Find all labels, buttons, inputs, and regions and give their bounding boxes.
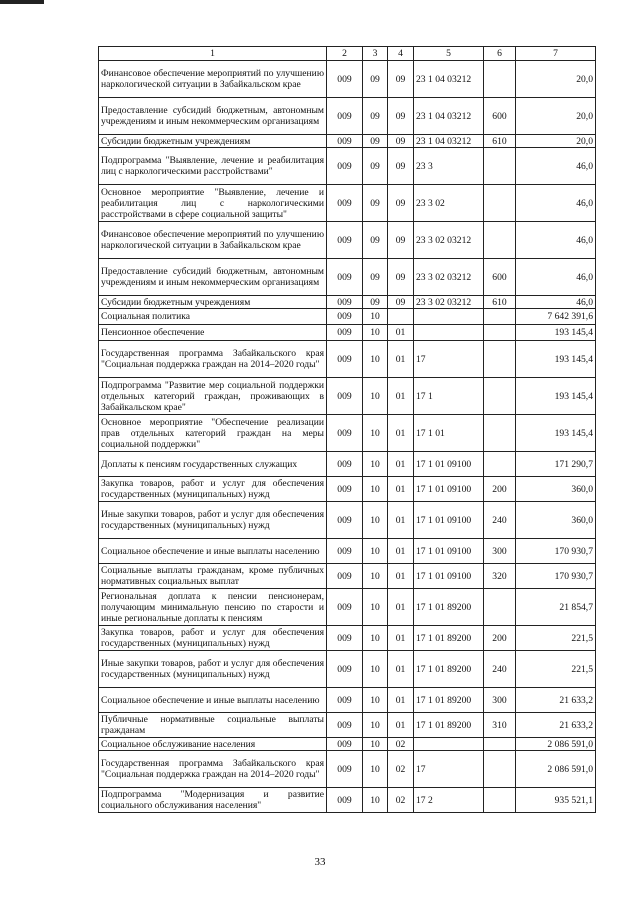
row-subsection-code (388, 309, 414, 325)
row-expense-type: 300 (484, 539, 516, 564)
row-section-code: 09 (363, 98, 388, 135)
row-gr-code: 009 (327, 788, 363, 813)
row-expense-type: 610 (484, 135, 516, 148)
row-gr-code: 009 (327, 651, 363, 688)
row-name: Основное мероприятие "Обеспечение реализации прав отдельных категорий граждан на меры социальной поддержки" (99, 415, 327, 452)
table-row (99, 222, 596, 259)
row-subsection-code: 02 (388, 788, 414, 813)
row-gr-code: 009 (327, 325, 363, 341)
row-gr-code: 009 (327, 713, 363, 738)
row-expense-type: 200 (484, 477, 516, 502)
row-gr-code: 009 (327, 296, 363, 309)
row-target-article: 23 3 02 03212 (414, 296, 484, 309)
row-subsection-code: 01 (388, 341, 414, 378)
row-target-article: 17 1 01 89200 (414, 589, 484, 626)
row-amount: 46,0 (516, 296, 596, 309)
table-row (99, 788, 596, 813)
row-section-code: 10 (363, 688, 388, 713)
row-gr-code: 009 (327, 378, 363, 415)
row-expense-type (484, 788, 516, 813)
row-target-article: 17 1 01 (414, 415, 484, 452)
row-gr-code: 009 (327, 185, 363, 222)
row-subsection-code: 09 (388, 259, 414, 296)
row-subsection-code: 09 (388, 61, 414, 98)
row-subsection-code: 01 (388, 452, 414, 477)
row-section-code: 09 (363, 61, 388, 98)
row-name: Иные закупки товаров, работ и услуг для обеспечения государственных (муниципальных) нужд (99, 502, 327, 539)
row-target-article: 23 3 (414, 148, 484, 185)
row-expense-type: 610 (484, 296, 516, 309)
row-subsection-code: 02 (388, 751, 414, 788)
row-section-code: 10 (363, 502, 388, 539)
row-section-code: 10 (363, 564, 388, 589)
table-row (99, 296, 596, 309)
row-target-article: 23 1 04 03212 (414, 135, 484, 148)
row-subsection-code: 09 (388, 296, 414, 309)
row-target-article: 17 1 01 89200 (414, 688, 484, 713)
row-amount: 7 642 391,6 (516, 309, 596, 325)
row-subsection-code: 01 (388, 477, 414, 502)
row-expense-type (484, 222, 516, 259)
table-row (99, 738, 596, 751)
table-row (99, 61, 596, 98)
row-section-code: 10 (363, 341, 388, 378)
row-amount: 21 633,2 (516, 688, 596, 713)
row-target-article: 17 1 01 09100 (414, 502, 484, 539)
row-section-code: 10 (363, 589, 388, 626)
row-amount: 360,0 (516, 502, 596, 539)
row-amount: 2 086 591,0 (516, 751, 596, 788)
row-expense-type (484, 185, 516, 222)
row-subsection-code: 01 (388, 589, 414, 626)
row-expense-type: 240 (484, 502, 516, 539)
row-expense-type: 200 (484, 626, 516, 651)
row-name: Социальная политика (99, 309, 327, 325)
row-gr-code: 009 (327, 626, 363, 651)
row-expense-type (484, 61, 516, 98)
row-name: Социальное обслуживание населения (99, 738, 327, 751)
table-row (99, 477, 596, 502)
row-expense-type (484, 415, 516, 452)
row-gr-code: 009 (327, 589, 363, 626)
header-col-1: 1 (99, 47, 327, 61)
row-gr-code: 009 (327, 564, 363, 589)
row-expense-type (484, 148, 516, 185)
row-amount: 935 521,1 (516, 788, 596, 813)
table-body (99, 61, 596, 813)
page-number: 33 (314, 856, 326, 868)
row-gr-code: 009 (327, 135, 363, 148)
table-row (99, 452, 596, 477)
row-subsection-code: 09 (388, 98, 414, 135)
row-section-code: 09 (363, 135, 388, 148)
row-expense-type (484, 341, 516, 378)
row-subsection-code: 09 (388, 135, 414, 148)
row-name: Подпрограмма "Развитие мер социальной поддержки отдельных категорий граждан, проживающих в Забайкальском крае" (99, 378, 327, 415)
row-expense-type: 600 (484, 259, 516, 296)
row-amount: 20,0 (516, 61, 596, 98)
table-row (99, 98, 596, 135)
row-name: Финансовое обеспечение мероприятий по улучшению наркологической ситуации в Забайкальском крае (99, 61, 327, 98)
row-subsection-code: 01 (388, 626, 414, 651)
row-subsection-code: 01 (388, 651, 414, 688)
row-subsection-code: 01 (388, 713, 414, 738)
row-expense-type: 240 (484, 651, 516, 688)
row-target-article: 17 1 (414, 378, 484, 415)
row-amount: 2 086 591,0 (516, 738, 596, 751)
row-section-code: 10 (363, 539, 388, 564)
row-section-code: 09 (363, 185, 388, 222)
row-section-code: 10 (363, 415, 388, 452)
row-expense-type (484, 378, 516, 415)
row-subsection-code: 01 (388, 564, 414, 589)
row-name: Социальное обеспечение и иные выплаты населению (99, 688, 327, 713)
row-name: Основное мероприятие "Выявление, лечение и реабилитация лиц с наркологическими расстройствами в сфере социальной защиты" (99, 185, 327, 222)
row-amount: 46,0 (516, 259, 596, 296)
row-expense-type: 310 (484, 713, 516, 738)
row-amount: 20,0 (516, 135, 596, 148)
row-amount: 46,0 (516, 222, 596, 259)
row-amount: 193 145,4 (516, 325, 596, 341)
row-gr-code: 009 (327, 751, 363, 788)
row-name: Пенсионное обеспечение (99, 325, 327, 341)
row-amount: 193 145,4 (516, 378, 596, 415)
row-name: Предоставление субсидий бюджетным, автономным учреждениям и иным некоммерческим организациям (99, 259, 327, 296)
row-name: Доплаты к пенсиям государственных служащих (99, 452, 327, 477)
table-row (99, 713, 596, 738)
row-expense-type (484, 751, 516, 788)
table-row (99, 148, 596, 185)
row-gr-code: 009 (327, 222, 363, 259)
row-target-article: 23 3 02 (414, 185, 484, 222)
row-target-article: 17 1 01 89200 (414, 626, 484, 651)
row-amount: 46,0 (516, 185, 596, 222)
row-subsection-code: 09 (388, 185, 414, 222)
row-expense-type (484, 589, 516, 626)
row-amount: 21 854,7 (516, 589, 596, 626)
row-name: Субсидии бюджетным учреждениям (99, 135, 327, 148)
row-amount: 170 930,7 (516, 564, 596, 589)
row-section-code: 10 (363, 751, 388, 788)
table-row (99, 341, 596, 378)
header-col-7: 7 (516, 47, 596, 61)
row-name: Подпрограмма "Модернизация и развитие социального обслуживания населения" (99, 788, 327, 813)
budget-table (98, 46, 596, 813)
row-name: Финансовое обеспечение мероприятий по улучшению наркологической ситуации в Забайкальском крае (99, 222, 327, 259)
table-row (99, 539, 596, 564)
row-section-code: 09 (363, 222, 388, 259)
row-subsection-code: 01 (388, 378, 414, 415)
row-section-code: 10 (363, 325, 388, 341)
row-name: Социальные выплаты гражданам, кроме публичных нормативных социальных выплат (99, 564, 327, 589)
header-col-3: 3 (363, 47, 388, 61)
row-target-article: 17 (414, 341, 484, 378)
row-name: Предоставление субсидий бюджетным, автономным учреждениям и иным некоммерческим организациям (99, 98, 327, 135)
row-name: Закупка товаров, работ и услуг для обеспечения государственных (муниципальных) нужд (99, 626, 327, 651)
row-expense-type (484, 325, 516, 341)
header-col-6: 6 (484, 47, 516, 61)
header-col-2: 2 (327, 47, 363, 61)
row-subsection-code: 09 (388, 222, 414, 259)
table-row (99, 185, 596, 222)
row-gr-code: 009 (327, 502, 363, 539)
row-section-code: 10 (363, 713, 388, 738)
row-target-article: 23 3 02 03212 (414, 259, 484, 296)
header-col-4: 4 (388, 47, 414, 61)
row-gr-code: 009 (327, 309, 363, 325)
row-section-code: 10 (363, 788, 388, 813)
row-subsection-code: 01 (388, 325, 414, 341)
row-amount: 46,0 (516, 148, 596, 185)
table-row (99, 564, 596, 589)
row-subsection-code: 09 (388, 148, 414, 185)
row-name: Региональная доплата к пенсии пенсионерам, получающим минимальную пенсию по старости и иные региональные доплаты к пенсиям (99, 589, 327, 626)
row-name: Государственная программа Забайкальского края "Социальная поддержка граждан на 2014–2020 годы" (99, 341, 327, 378)
row-target-article: 17 2 (414, 788, 484, 813)
row-gr-code: 009 (327, 688, 363, 713)
row-name: Социальное обеспечение и иные выплаты населению (99, 539, 327, 564)
row-subsection-code: 01 (388, 539, 414, 564)
row-expense-type: 600 (484, 98, 516, 135)
table-row (99, 135, 596, 148)
row-amount: 170 930,7 (516, 539, 596, 564)
row-name: Государственная программа Забайкальского края "Социальная поддержка граждан на 2014–2020 годы" (99, 751, 327, 788)
row-target-article (414, 325, 484, 341)
table-row (99, 259, 596, 296)
row-name: Иные закупки товаров, работ и услуг для обеспечения государственных (муниципальных) нужд (99, 651, 327, 688)
row-section-code: 09 (363, 259, 388, 296)
row-subsection-code: 01 (388, 502, 414, 539)
row-target-article: 17 1 01 09100 (414, 564, 484, 589)
row-gr-code: 009 (327, 61, 363, 98)
row-section-code: 10 (363, 738, 388, 751)
row-subsection-code: 02 (388, 738, 414, 751)
row-section-code: 09 (363, 148, 388, 185)
row-gr-code: 009 (327, 98, 363, 135)
row-target-article: 23 3 02 03212 (414, 222, 484, 259)
row-section-code: 10 (363, 378, 388, 415)
row-target-article: 23 1 04 03212 (414, 98, 484, 135)
header-col-5: 5 (414, 47, 484, 61)
row-target-article: 17 1 01 89200 (414, 651, 484, 688)
row-target-article: 23 1 04 03212 (414, 61, 484, 98)
table-row (99, 751, 596, 788)
row-target-article: 17 1 01 89200 (414, 713, 484, 738)
row-gr-code: 009 (327, 341, 363, 378)
row-target-article: 17 1 01 09100 (414, 477, 484, 502)
row-section-code: 10 (363, 477, 388, 502)
row-amount: 21 633,2 (516, 713, 596, 738)
row-gr-code: 009 (327, 259, 363, 296)
table-row (99, 651, 596, 688)
table-row (99, 309, 596, 325)
row-amount: 193 145,4 (516, 415, 596, 452)
row-target-article (414, 309, 484, 325)
table-row (99, 589, 596, 626)
row-expense-type: 320 (484, 564, 516, 589)
row-gr-code: 009 (327, 539, 363, 564)
row-target-article (414, 738, 484, 751)
row-amount: 20,0 (516, 98, 596, 135)
table-row (99, 415, 596, 452)
row-section-code: 09 (363, 296, 388, 309)
table-header (99, 47, 596, 61)
row-target-article: 17 1 01 09100 (414, 452, 484, 477)
header-row (99, 47, 596, 61)
row-gr-code: 009 (327, 148, 363, 185)
row-amount: 221,5 (516, 651, 596, 688)
row-section-code: 10 (363, 309, 388, 325)
table-row (99, 378, 596, 415)
row-gr-code: 009 (327, 452, 363, 477)
row-name: Публичные нормативные социальные выплаты гражданам (99, 713, 327, 738)
table-row (99, 688, 596, 713)
row-amount: 221,5 (516, 626, 596, 651)
row-section-code: 10 (363, 651, 388, 688)
row-amount: 171 290,7 (516, 452, 596, 477)
table-row (99, 325, 596, 341)
row-name: Подпрограмма "Выявление, лечение и реабилитация лиц с наркологическими расстройствами" (99, 148, 327, 185)
scan-corner-mark (0, 0, 44, 4)
row-subsection-code: 01 (388, 415, 414, 452)
row-amount: 193 145,4 (516, 341, 596, 378)
table-row (99, 626, 596, 651)
row-section-code: 10 (363, 452, 388, 477)
table-row (99, 502, 596, 539)
row-expense-type (484, 452, 516, 477)
row-gr-code: 009 (327, 738, 363, 751)
row-name: Субсидии бюджетным учреждениям (99, 296, 327, 309)
row-expense-type (484, 738, 516, 751)
row-section-code: 10 (363, 626, 388, 651)
row-name: Закупка товаров, работ и услуг для обеспечения государственных (муниципальных) нужд (99, 477, 327, 502)
row-amount: 360,0 (516, 477, 596, 502)
row-target-article: 17 1 01 09100 (414, 539, 484, 564)
row-target-article: 17 (414, 751, 484, 788)
row-gr-code: 009 (327, 477, 363, 502)
row-gr-code: 009 (327, 415, 363, 452)
row-subsection-code: 01 (388, 688, 414, 713)
row-expense-type: 300 (484, 688, 516, 713)
row-expense-type (484, 309, 516, 325)
